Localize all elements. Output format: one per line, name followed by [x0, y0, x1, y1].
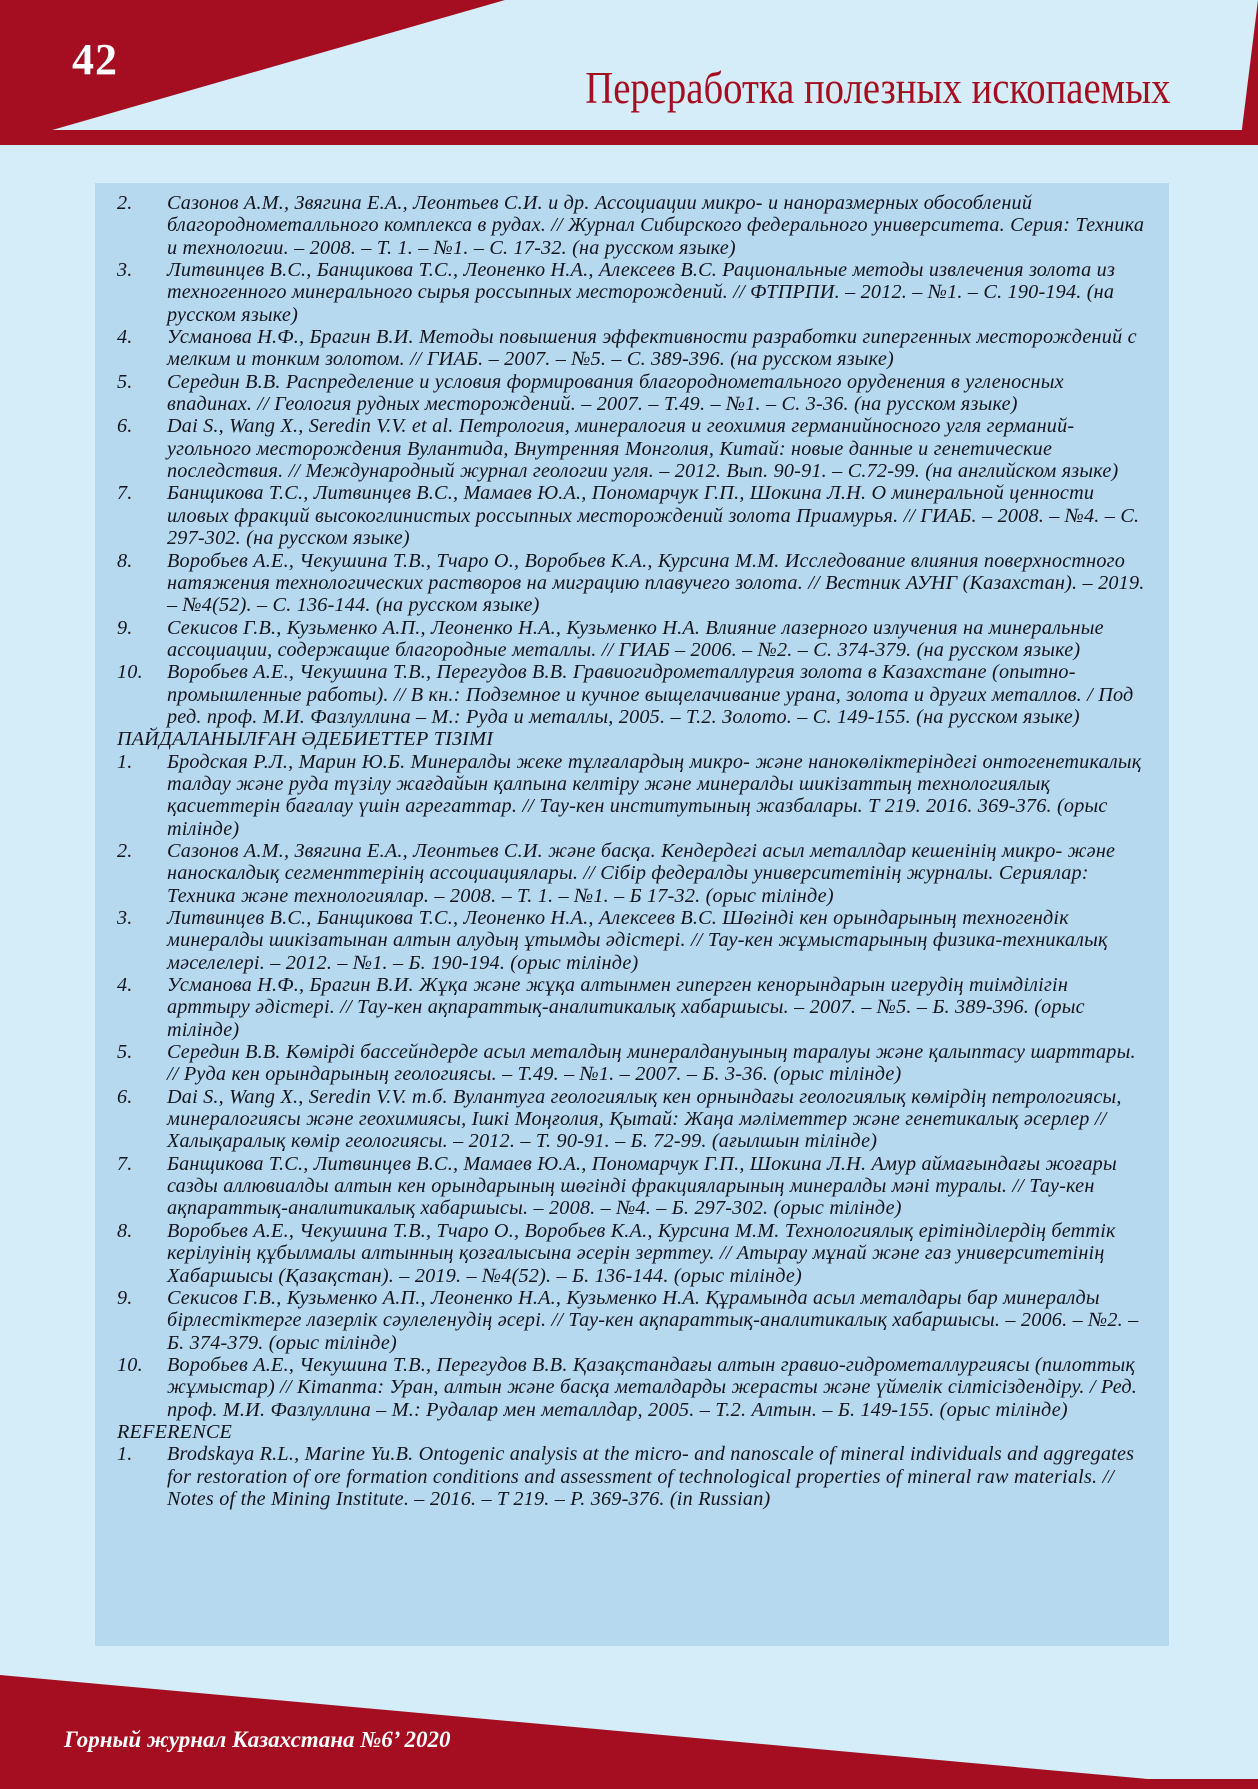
reference-text: Секисов Г.В., Кузьменко А.П., Леоненко Н.А., Кузьменко Н.А. Құрамында асыл металдары бар минералды бірлестіктерге лазерлік сәулеленудің әсері. // Тау-кен ақпараттық-аналитикалық хабаршысы. – 2006. – №2. – Б. 374-379. (орыс тілінде) [167, 1286, 1139, 1354]
reference-text: Усманова Н.Ф., Брагин В.И. Методы повышения эффективности разработки гипергенных месторождений с мелким и тонким золотом. // ГИАБ. – 2007. – №5. – С. 389-396. (на русском языке) [167, 326, 1137, 371]
reference-number: 8. [117, 549, 133, 572]
reference-number: 1. [117, 1443, 133, 1466]
reference-text: Середин В.В. Распределение и условия формирования благороднометального оруденения в угленосных впадинах. // Геология рудных месторождений. – 2007. – Т.49. – №1. – С. 3-36. (на русском языке) [167, 370, 1064, 416]
reference-text: Банщикова Т.С., Литвинцев В.С., Мамаев Ю.А., Пономарчук Г.П., Шокина Л.Н. Амур аймағындағы жоғары сазды аллювиалды алтын кен орындарының шөгінді фракцияларының минералды мәні туралы. // Тау-кен ақпараттық-аналитикалық хабаршысы. – 2008. – №4. – Б. 297-302. (орыс тілінде) [167, 1152, 1117, 1220]
reference-item-ru [117, 415, 1145, 482]
reference-text: Воробьев А.Е., Чекушина Т.В., Перегудов В.В. Гравиогидрометаллургия золота в Казахстане (опытно-промышленные работы). // В кн.: Подземное и кучное выщелачивание урана, золота и других металлов. / Под ред. проф. М.И. Фазлуллина – М.: Руда и металлы, 2005. – Т.2. Золото. – С. 149-155. (на русском языке) [167, 661, 1134, 728]
reference-text: Воробьев А.Е., Чекушина Т.В., Перегудов В.В. Қазақстандағы алтын гравио-гидрометаллургиясы (пилоттық жұмыстар) // Кітапта: Уран, алтын және басқа металдарды жерасты және үймелік сілтісіздендіру. / Ред. проф. М.И. Фазлуллина – М.: Рудалар мен металлдар, 2005. – Т.2. Алтын. – Б. 149-155. (орыс тілінде) [167, 1353, 1138, 1421]
reference-text: Литвинцев В.С., Банщикова Т.С., Леоненко Н.А., Алексеев В.С. Шөгінді кен орындарының техногендік минералды шикізатынан алтын алудың ұтымды әдістері. // Тау-кен жұмыстарының физика-техникалық мәселелері. – 2012. – №1. – Б. 190-194. (орыс тілінде) [167, 907, 1108, 974]
reference-item-kz [117, 1354, 1145, 1421]
reference-item-kz [117, 1041, 1145, 1086]
reference-text: Литвинцев В.С., Банщикова Т.С., Леоненко Н.А., Алексеев В.С. Рациональные методы извлечения золота из техногенного минерального сырья россыпных месторождений. // ФТПРПИ. – 2012. – №1. – С. 190-194. (на русском языке) [167, 259, 1116, 326]
reference-item-ru [117, 371, 1145, 416]
reference-number: 8. [117, 1219, 133, 1242]
reference-item-kz [117, 1220, 1145, 1287]
references-panel [95, 183, 1169, 1646]
reference-number: 7. [117, 1152, 133, 1175]
reference-item-kz [117, 751, 1145, 840]
reference-number: 4. [117, 974, 133, 997]
reference-item-kz [117, 974, 1145, 1041]
reference-number: 6. [117, 415, 133, 438]
reference-item-ru [117, 482, 1145, 549]
reference-number: 9. [117, 1286, 133, 1309]
section-title: Переработка полезных ископаемых [584, 63, 1170, 113]
reference-number: 2. [117, 192, 133, 214]
reference-text: Dai S., Wang X., Seredin V.V. т.б. Вулантуга геологиялық кен орнындағы геологиялық көмірдің петрологиясы, минералогиясы және геохимиясы, Ішкі Моңғолия, Қытай: Жаңа мәліметтер және генетикалық әсерлер // Халықаралық көмір геологиясы. – 2012. – Т. 90-91. – Б. 72-99. (ағылшын тілінде) [167, 1085, 1122, 1153]
reference-number: 6. [117, 1085, 133, 1108]
reference-item-ru [117, 326, 1145, 371]
journal-name: Горный журнал Казахстана №6’ 2020 [64, 1727, 451, 1752]
reference-number: 3. [117, 259, 133, 282]
reference-item-ru [117, 192, 1145, 259]
page-number: 42 [72, 35, 118, 84]
reference-number: 4. [117, 326, 133, 349]
reference-item-kz [117, 1153, 1145, 1220]
reference-text: Сазонов А.М., Звягина Е.А., Леонтьев С.И. және басқа. Кендердегі асыл металлдар кешенінің микро- және наноскалдық сегменттерінің ассоциациялары. // Сібір федералды университетінің журналы. Сериялар: Техника және технологиялар. – 2008. – Т. 1. – №1. – Б 17-32. (орыс тілінде) [167, 839, 1116, 907]
reference-text: Dai S., Wang X., Seredin V.V. et al. Петрология, минералогия и геохимия германийносного угля германий-угольного месторождения Вулантида, Внутренняя Монголия, Китай: новые данные и генетические последствия. // Международный журнал геологии угля. – 2012. Вып. 90-91. – С.72-99. (на английском языке) [167, 415, 1119, 483]
references-list [117, 192, 1145, 1510]
reference-text: Усманова Н.Ф., Брагин В.И. Жұқа және жұқа алтынмен гиперген кенорындарын игерудің тиімділігін арттыру әдістері. // Тау-кен ақпараттық-аналитикалық хабаршысы. – 2007. – №5. – Б. 389-396. (орыс тілінде) [167, 974, 1085, 1041]
reference-number: 9. [117, 616, 133, 639]
reference-text: Секисов Г.В., Кузьменко А.П., Леоненко Н.А., Кузьменко Н.А. Влияние лазерного излучения на минеральные ассоциации, содержащие благородные металлы. // ГИАБ – 2006. – №2. – С. 374-379. (на русском языке) [167, 616, 1104, 661]
reference-item-ru [117, 259, 1145, 326]
reference-item-kz [117, 907, 1145, 974]
reference-text: Воробьев А.Е., Чекушина Т.В., Тчаро О., Воробьев К.А., Курсина М.М. Технологиялық ерітінділердің беттік керілуінің құбылмалы алтынның қозғалысына әсерін зерттеу. // Атырау мұнай және газ университетінің Хабаршысы (Қазақстан). – 2019. – №4(52). – Б. 136-144. (орыс тілінде) [167, 1219, 1116, 1287]
reference-number: 1. [117, 750, 133, 773]
reference-number: 5. [117, 370, 133, 393]
reference-number: 3. [117, 907, 133, 929]
header-band [0, 0, 1258, 145]
reference-item-kz [117, 1287, 1145, 1354]
reference-text: Brodskaya R.L., Marine Yu.B. Ontogenic analysis at the micro- and nanoscale of mineral individuals and aggregates for restoration of ore formation conditions and assessment of technological properties of mineral raw materials. // Notes of the Mining Institute. – 2016. – T 219. – P. 369-376. (in Russian) [167, 1443, 1135, 1510]
reference-number: 7. [117, 482, 133, 505]
references-heading-kz: ПАЙДАЛАНЫЛҒАН ӘДЕБИЕТТЕР ТІЗІМІ [117, 728, 494, 751]
reference-item-ru [117, 661, 1145, 728]
reference-number: 2. [117, 839, 133, 862]
reference-item-ru [117, 617, 1145, 662]
footer-band [0, 1670, 1258, 1789]
reference-text: Бродская Р.Л., Марин Ю.Б. Минералды жеке тұлғалардың микро- және нанокөліктеріндегі онтогенетикалық талдау және руда түзілу жағдайын қалпына келтіру және минералды шикізаттың технологиялық қасиеттерін бағалау үшін агрегаттар. // Тау-кен институтының жазбалары. Т 219. 2016. 369-376. (орыс тілінде) [167, 750, 1142, 840]
reference-item-kz [117, 840, 1145, 907]
reference-text: Сазонов А.М., Звягина Е.А., Леонтьев С.И. и др. Ассоциации микро- и наноразмерных обособлений благороднометалльного комплекса в рудах. // Журнал Сибирского федерального университета. Серия: Техника и технологии. – 2008. – Т. 1. – №1. – С. 17-32. (на русском языке) [167, 192, 1145, 259]
references-heading-en: REFERENCE [117, 1420, 233, 1443]
reference-text: Середин В.В. Көмірді бассейндерде асыл металдың минералдануының таралуы және қалыптасу шарттары. // Руда кен орындарының геологиясы. – Т.49. – №1. – 2007. – Б. 3-36. (орыс тілінде) [167, 1041, 1136, 1086]
reference-item-kz [117, 1086, 1145, 1153]
reference-item-en [117, 1443, 1145, 1510]
reference-text: Банщикова Т.С., Литвинцев В.С., Мамаев Ю.А., Пономарчук Г.П., Шокина Л.Н. О минеральной ценности иловых фракций высокоглинистых россыпных месторождений золота Приамурья. // ГИАБ. – 2008. – №4. – С. 297-302. (на русском языке) [167, 482, 1140, 550]
reference-item-ru [117, 550, 1145, 617]
reference-number: 5. [117, 1041, 133, 1064]
reference-text: Воробьев А.Е., Чекушина Т.В., Тчаро О., Воробьев К.А., Курсина М.М. Исследование влияния поверхностного натяжения технологических растворов на миграцию плавучего золота. // Вестник АУНГ (Казахстан). – 2019. – №4(52). – С. 136-144. (на русском языке) [167, 549, 1145, 617]
reference-number: 10. [117, 1353, 143, 1376]
reference-number: 10. [117, 661, 143, 684]
